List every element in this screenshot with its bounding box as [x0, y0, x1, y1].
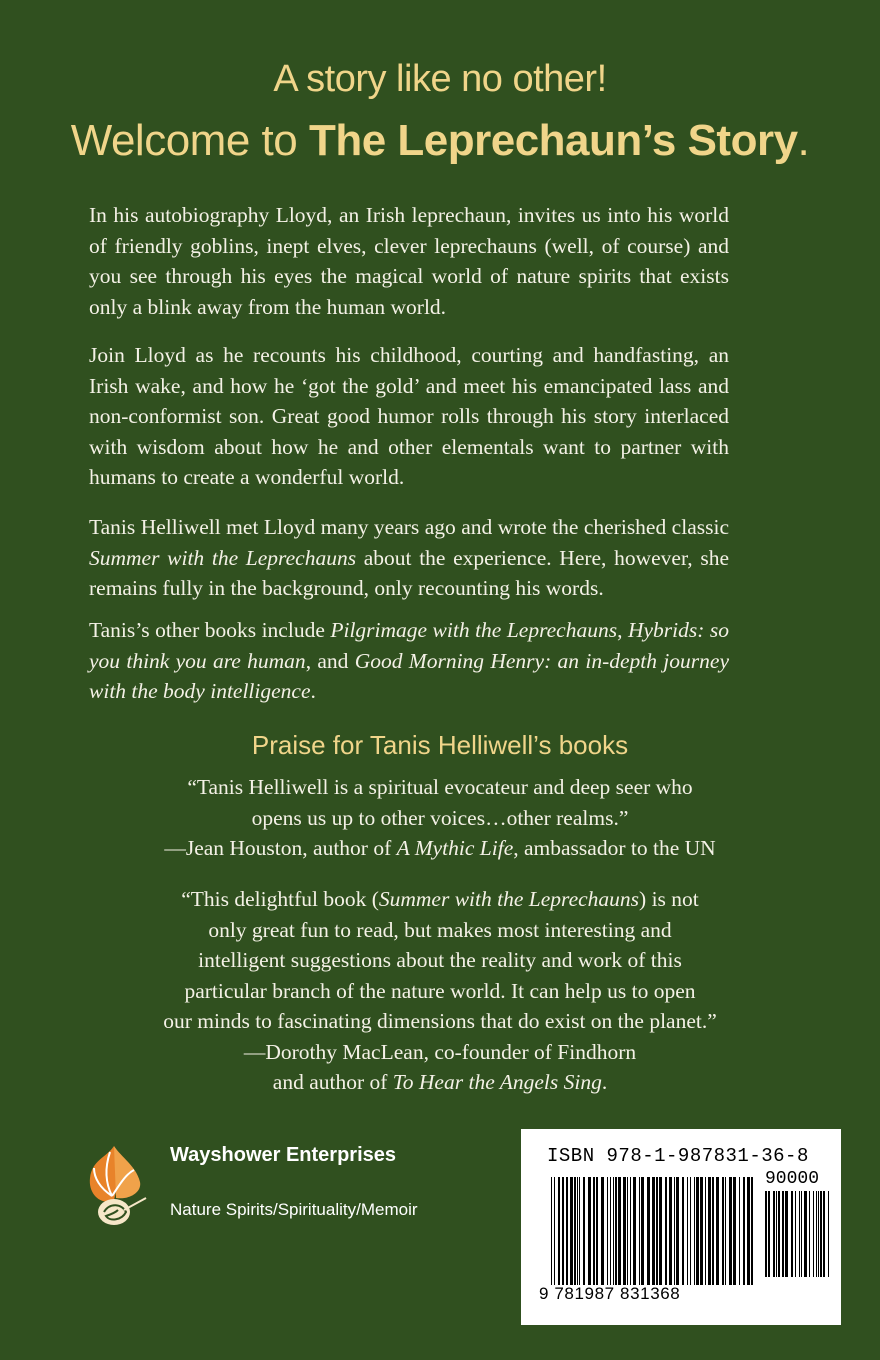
barcode-bar	[583, 1177, 585, 1285]
quote2-line2: only great fun to read, but makes most interesting and	[208, 917, 672, 942]
barcode-bar	[773, 1191, 775, 1277]
barcode-bar	[747, 1177, 750, 1285]
barcode-bar	[733, 1177, 736, 1285]
barcode-bar	[687, 1177, 688, 1285]
barcode-bar	[716, 1177, 719, 1285]
quote2-attr2-a: and author of	[272, 1070, 393, 1094]
quote2-attr2-title: To Hear the Angels Sing	[392, 1070, 602, 1094]
welcome-prefix: Welcome to	[70, 116, 309, 165]
barcode-bar	[823, 1191, 825, 1277]
barcode-bar	[694, 1177, 695, 1285]
barcode-bar	[725, 1177, 726, 1285]
barcode-bar	[828, 1191, 829, 1277]
barcode-bar	[801, 1191, 802, 1277]
quote2-attr2-b: .	[601, 1070, 608, 1094]
barcode-bar	[615, 1177, 617, 1285]
isbn-barcode	[521, 1129, 841, 1325]
barcode-bar	[656, 1177, 658, 1285]
barcode-bar	[818, 1191, 819, 1277]
p4-book-title-1: Pilgrimage with the Leprechauns	[330, 618, 618, 642]
barcode-bar	[705, 1177, 706, 1285]
barcode-bar	[768, 1191, 770, 1277]
barcode-bar	[566, 1177, 568, 1285]
quote2-attribution-2	[60, 1067, 820, 1098]
quote1-attr-title: A Mythic Life	[396, 836, 514, 860]
welcome-suffix: .	[797, 116, 810, 165]
barcode-bar	[588, 1177, 591, 1285]
quote2-line1-a: “This delightful book (	[181, 887, 379, 911]
barcode-bar	[816, 1191, 817, 1277]
quote2-line5: our minds to fascinating dimensions that do exist on the planet.”	[163, 1009, 717, 1033]
quote2-attribution-1: —Dorothy MacLean, co-founder of Findhorn	[243, 1039, 637, 1064]
barcode-bar	[593, 1177, 595, 1285]
barcode-bar	[674, 1177, 675, 1285]
price-addon-label: 90000	[765, 1169, 820, 1189]
barcode-bar	[682, 1177, 684, 1285]
barcode-bar	[791, 1191, 793, 1277]
barcode-bar	[551, 1177, 552, 1285]
barcode-bar	[630, 1177, 631, 1285]
barcode-bar	[613, 1177, 614, 1285]
p4-book-title-2: Hybrids: so you think you are human	[89, 618, 729, 673]
p4-book-title-3: Good Morning Henry: an in-depth journey with the body intelligence	[89, 648, 729, 703]
ean-digits: 9 781987 831368	[539, 1284, 681, 1303]
barcode-bar	[765, 1191, 767, 1277]
barcode-bar	[785, 1191, 788, 1277]
quote1-attr-a: —Jean Houston, author of	[164, 836, 397, 860]
barcode-bar	[813, 1191, 814, 1277]
quote2-line1-title: Summer with the Leprechauns	[378, 887, 640, 911]
quote1-attribution	[60, 833, 820, 864]
barcode-bar	[627, 1177, 628, 1285]
p3-text-b: about the experience. Here, however, she remains fully in the background, only recounting his words.	[89, 545, 729, 600]
barcode-bar	[743, 1177, 745, 1285]
barcode-bar	[804, 1191, 807, 1277]
isbn-label: ISBN 978-1-987831-36-8	[547, 1145, 809, 1167]
barcode-bar	[795, 1191, 796, 1277]
barcode-bar	[570, 1177, 573, 1285]
barcode-bar	[641, 1177, 644, 1285]
barcode-bar	[799, 1191, 800, 1277]
book-title: The Leprechaun’s Story	[308, 116, 798, 165]
tagline: A story like no other!	[273, 58, 607, 100]
quote2-line4: particular branch of the nature world. It can help us to open	[184, 978, 696, 1003]
quote1-attr-b: , ambassador to the UN	[513, 836, 716, 860]
description-paragraph-3	[89, 512, 729, 604]
barcode-bar	[729, 1177, 732, 1285]
barcode-bar	[610, 1177, 611, 1285]
barcode-bar	[751, 1177, 753, 1285]
barcode-bar	[647, 1177, 650, 1285]
barcode-bar	[665, 1177, 667, 1285]
quote1-line2: opens us up to other voices…other realms.”	[251, 805, 629, 830]
barcode-bar	[782, 1191, 784, 1277]
barcode-bar	[809, 1191, 810, 1277]
publisher-name: Wayshower Enterprises	[170, 1144, 397, 1166]
barcode-bar	[554, 1177, 555, 1285]
barcode-bar	[601, 1177, 604, 1285]
barcode-bar	[722, 1177, 724, 1285]
quote1-line1: “Tanis Helliwell is a spiritual evocateur and deep seer who	[187, 775, 693, 799]
barcode-bar	[558, 1177, 560, 1285]
barcode-bar	[739, 1177, 740, 1285]
barcode-bar	[676, 1177, 679, 1285]
barcode-bar	[623, 1177, 626, 1285]
quote2-line1	[60, 884, 820, 915]
barcode-bar	[659, 1177, 662, 1285]
barcode-bar	[639, 1177, 640, 1285]
barcode-bar	[562, 1177, 564, 1285]
barcode-bar	[669, 1177, 672, 1285]
barcode-bar	[574, 1177, 576, 1285]
barcode-bar	[712, 1177, 714, 1285]
praise-quote-1	[60, 772, 820, 864]
genre-category: Nature Spirits/Spirituality/Memoir	[170, 1200, 418, 1219]
praise-heading: Praise for Tanis Helliwell’s books	[251, 730, 629, 760]
welcome-heading	[0, 116, 880, 166]
p4-text-d: .	[310, 679, 316, 703]
barcode-bar	[776, 1191, 777, 1277]
barcode-bar	[579, 1177, 580, 1285]
ean-barcode-bars	[551, 1177, 755, 1285]
butterfly-logo-icon	[84, 1140, 156, 1232]
description-paragraph-2: Join Lloyd as he recounts his childhood, courting and handfasting, an Irish wake, and how he ‘got the gold’ and meet his emancipated lass and non-conformist son. Great good humor rolls through his story interlaced with wisdom about how he and other elementals want to partner with humans to create a wonderful world.	[89, 343, 729, 489]
barcode-bar	[778, 1191, 780, 1277]
p3-book-title: Summer with the Leprechauns	[89, 545, 357, 570]
barcode-bar	[820, 1191, 822, 1277]
barcode-bar	[633, 1177, 636, 1285]
p4-text-c: , and	[305, 648, 355, 673]
barcode-bar	[708, 1177, 711, 1285]
barcode-bar	[618, 1177, 621, 1285]
barcode-bar	[700, 1177, 703, 1285]
barcode-bar	[696, 1177, 699, 1285]
description-paragraph-1: In his autobiography Lloyd, an Irish leprechaun, invites us into his world of friendly goblins, inept elves, clever leprechauns (well, of course) and you see through his eyes the magical world of nature spirits that exists only a blink away from the human world.	[89, 203, 729, 319]
praise-quote-2	[60, 884, 820, 1098]
p4-text-b: ,	[617, 618, 628, 642]
description-paragraph-4	[89, 615, 729, 707]
p3-text-a: Tanis Helliwell met Lloyd many years ago and wrote the cherished classic	[89, 515, 729, 539]
p4-text-a: Tanis’s other books include	[89, 618, 331, 642]
barcode-bar	[607, 1177, 608, 1285]
addon-barcode-bars	[765, 1191, 831, 1277]
quote2-line1-b: ) is not	[639, 887, 699, 911]
barcode-bar	[652, 1177, 655, 1285]
barcode-bar	[690, 1177, 691, 1285]
barcode-bar	[596, 1177, 598, 1285]
quote2-line3: intelligent suggestions about the reality and work of this	[198, 948, 682, 972]
barcode-bar	[577, 1177, 578, 1285]
